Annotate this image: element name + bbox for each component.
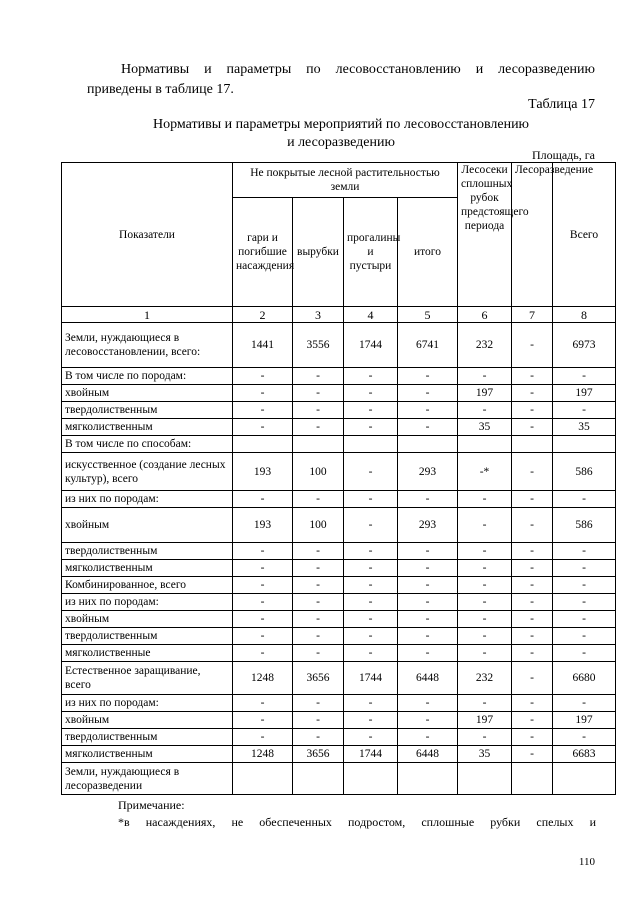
row-label: из них по породам: [62,594,233,611]
table-cell: - [553,577,616,594]
table-cell: - [293,594,344,611]
table-cell: 197 [553,712,616,729]
standards-table [61,162,616,795]
table-cell: 197 [458,385,512,402]
table-cell: - [344,594,398,611]
table-cell: - [233,491,293,508]
table-row [62,611,616,628]
unit-label: Площадь, га [531,148,595,162]
table-cell: - [233,695,293,712]
page-number: 110 [578,856,595,868]
row-label: хвойным [62,508,233,543]
table-cell: 232 [458,323,512,368]
table-cell: 35 [458,746,512,763]
table-cell: - [398,712,458,729]
table-cell: - [512,491,553,508]
table-cell: 3656 [293,746,344,763]
table-cell: - [293,695,344,712]
table-cell [233,763,293,795]
header-afforestation: Лесоразведение [512,163,553,307]
table-cell: - [512,508,553,543]
table-cell: 293 [398,453,458,491]
table-row [62,628,616,645]
table-cell: - [553,611,616,628]
table-cell: 1744 [344,323,398,368]
table-cell: - [512,628,553,645]
table-cell: - [293,543,344,560]
table-cell: - [458,594,512,611]
table-cell: - [398,729,458,746]
row-label: Земли, нуждающиеся в лесовосстановлении, всего: [62,323,233,368]
table-cell: - [458,611,512,628]
table-cell: - [553,628,616,645]
intro-line-2: приведены в таблице 17. [87,82,234,97]
table-cell: 3656 [293,662,344,695]
table-cell: - [398,419,458,436]
table-cell: - [344,695,398,712]
table-cell: - [233,729,293,746]
header-subtotal: итого [398,198,458,307]
header-clearings: вырубки [293,198,344,307]
row-label: хвойным [62,385,233,402]
table-cell: - [512,729,553,746]
table-cell: - [398,368,458,385]
table-cell: - [512,368,553,385]
table-cell: 1441 [233,323,293,368]
table-cell: 1248 [233,662,293,695]
table-cell: - [398,645,458,662]
table-cell: - [458,695,512,712]
table-row [62,491,616,508]
table-cell: - [458,577,512,594]
table-cell: - [233,419,293,436]
table-cell [458,763,512,795]
table-row [62,508,616,543]
table-cell: - [344,577,398,594]
table-number: Таблица 17 [528,97,595,112]
table-cell [553,763,616,795]
table-cell [553,436,616,453]
table-cell: - [553,491,616,508]
table-cell: 197 [458,712,512,729]
table-row [62,560,616,577]
table-cell: - [293,628,344,645]
table-cell: 193 [233,453,293,491]
table-cell: - [512,662,553,695]
table-cell: - [512,712,553,729]
table-row [62,368,616,385]
column-number-cell: 5 [398,307,458,323]
row-label: мягколиственным [62,746,233,763]
header-uncovered-lands: Не покрытые лесной растительностью земли [233,163,458,198]
header-logging-sites: Лесосеки сплошных рубок предстоящего периода [458,163,512,307]
table-cell: 6680 [553,662,616,695]
row-label: твердолиственным [62,628,233,645]
column-numbers-row [62,307,616,323]
table-row [62,577,616,594]
table-cell [233,436,293,453]
table-cell: - [293,385,344,402]
table-cell: - [398,594,458,611]
header-total: Всего [553,163,616,307]
header-glades: прогалины и пустыри [344,198,398,307]
header-indicator: Показатели [62,163,233,307]
table-cell: - [344,712,398,729]
table-cell: - [553,368,616,385]
table-cell: - [233,368,293,385]
row-label: искусственное (создание лесных культур), всего [62,453,233,491]
table-title [87,116,595,152]
table-cell: 1248 [233,746,293,763]
column-number-cell: 4 [344,307,398,323]
table-cell: 100 [293,508,344,543]
table-cell: - [458,543,512,560]
table-cell: - [344,628,398,645]
column-number-cell: 7 [512,307,553,323]
row-label: из них по породам: [62,491,233,508]
table-row [62,402,616,419]
table-cell: 6683 [553,746,616,763]
table-cell: - [553,543,616,560]
table-cell: - [293,368,344,385]
table-cell: 197 [553,385,616,402]
table-cell: - [293,729,344,746]
table-cell: - [233,712,293,729]
table-cell: - [398,560,458,577]
table-cell: - [293,419,344,436]
table-cell: - [512,594,553,611]
column-number-cell: 8 [553,307,616,323]
table-cell [293,763,344,795]
table-cell: - [512,695,553,712]
table-row [62,645,616,662]
table-cell: - [293,491,344,508]
table-cell: - [344,453,398,491]
table-cell: - [344,368,398,385]
table-cell [398,763,458,795]
header-burned: гари и погибшие насаждения [233,198,293,307]
table-row [62,662,616,695]
row-label: твердолиственным [62,543,233,560]
table-cell: 35 [553,419,616,436]
table-cell: - [458,368,512,385]
table-cell: - [344,611,398,628]
table-cell: - [293,560,344,577]
table-row [62,712,616,729]
table-cell: - [398,628,458,645]
table-cell: - [512,402,553,419]
row-label: мягколиственным [62,419,233,436]
table-row [62,695,616,712]
table-cell: - [512,611,553,628]
table-cell [398,436,458,453]
table-cell: - [512,577,553,594]
row-label: твердолиственным [62,729,233,746]
table-cell: - [458,560,512,577]
table-cell: - [512,543,553,560]
table-cell: - [512,419,553,436]
table-cell: - [553,402,616,419]
table-row [62,323,616,368]
table-cell [458,436,512,453]
table-cell: - [344,729,398,746]
column-number-cell: 1 [62,307,233,323]
intro-line-1: Нормативы и параметры по лесовосстановлению и лесоразведению [121,62,595,77]
column-number-cell: 2 [233,307,293,323]
table-cell: - [553,695,616,712]
table-cell: - [233,385,293,402]
table-cell: - [293,577,344,594]
table-cell: - [512,746,553,763]
table-cell: - [233,628,293,645]
row-label: В том числе по породам: [62,368,233,385]
row-label: хвойным [62,611,233,628]
row-label: В том числе по способам: [62,436,233,453]
table-row [62,453,616,491]
table-row [62,594,616,611]
table-cell: - [293,402,344,419]
table-cell: - [344,508,398,543]
table-cell: - [512,645,553,662]
table-cell: -* [458,453,512,491]
row-label: Комбинированное, всего [62,577,233,594]
table-cell: - [233,645,293,662]
table-cell: 586 [553,453,616,491]
table-cell: - [233,402,293,419]
row-label: мягколиственные [62,645,233,662]
table-cell: - [233,594,293,611]
table-cell: - [398,385,458,402]
table-cell: 586 [553,508,616,543]
table-cell: 6741 [398,323,458,368]
table-cell: - [293,645,344,662]
table-row [62,385,616,402]
table-cell [512,436,553,453]
table-cell: - [233,577,293,594]
table-cell: 1744 [344,746,398,763]
table-cell: - [398,695,458,712]
table-cell: 232 [458,662,512,695]
table-cell: - [398,577,458,594]
intro-paragraph [87,60,595,100]
row-label: из них по породам: [62,695,233,712]
table-cell: - [553,560,616,577]
table-cell: - [458,628,512,645]
table-cell: - [512,385,553,402]
table-cell [344,436,398,453]
table-cell: - [344,491,398,508]
table-cell: - [344,560,398,577]
row-label: мягколиственным [62,560,233,577]
table-cell: - [398,543,458,560]
table-row [62,746,616,763]
footnote: *в насаждениях, не обеспеченных подростом, сплошные рубки спелых и [118,815,596,829]
table-cell: 6973 [553,323,616,368]
table-cell: - [344,402,398,419]
table-cell: - [553,594,616,611]
table-cell: - [293,611,344,628]
row-label: твердолиственным [62,402,233,419]
table-cell: 6448 [398,746,458,763]
table-cell: 193 [233,508,293,543]
table-cell: - [293,712,344,729]
table-cell: - [458,491,512,508]
table-cell: - [398,402,458,419]
table-cell: - [344,543,398,560]
table-cell: 1744 [344,662,398,695]
table-cell: - [233,543,293,560]
table-cell: - [344,645,398,662]
column-number-cell: 3 [293,307,344,323]
table-row [62,543,616,560]
row-label: хвойным [62,712,233,729]
table-cell: - [512,560,553,577]
table-cell: - [512,323,553,368]
table-cell: 3556 [293,323,344,368]
table-cell [344,763,398,795]
table-cell: - [458,508,512,543]
table-row [62,436,616,453]
table-cell: - [233,560,293,577]
table-cell: - [458,729,512,746]
table-cell: - [344,385,398,402]
table-cell: - [233,611,293,628]
table-title-line-1: Нормативы и параметры мероприятий по лесовосстановлению [152,117,530,132]
table-row [62,419,616,436]
table-cell: - [344,419,398,436]
table-row [62,729,616,746]
table-cell: 35 [458,419,512,436]
table-cell [512,763,553,795]
row-label: Естественное заращивание, всего [62,662,233,695]
table-cell: - [512,453,553,491]
note-title: Примечание: [118,798,185,812]
table-cell: 6448 [398,662,458,695]
table-cell: - [553,645,616,662]
table-cell [293,436,344,453]
table-cell: - [398,611,458,628]
table-cell: - [398,491,458,508]
table-title-line-2: и лесоразведению [287,135,395,150]
table-cell: 293 [398,508,458,543]
table-cell: - [458,645,512,662]
table-cell: - [458,402,512,419]
table-cell: 100 [293,453,344,491]
row-label: Земли, нуждающиеся в лесоразведении [62,763,233,795]
column-number-cell: 6 [458,307,512,323]
table-cell: - [553,729,616,746]
table-row [62,763,616,795]
